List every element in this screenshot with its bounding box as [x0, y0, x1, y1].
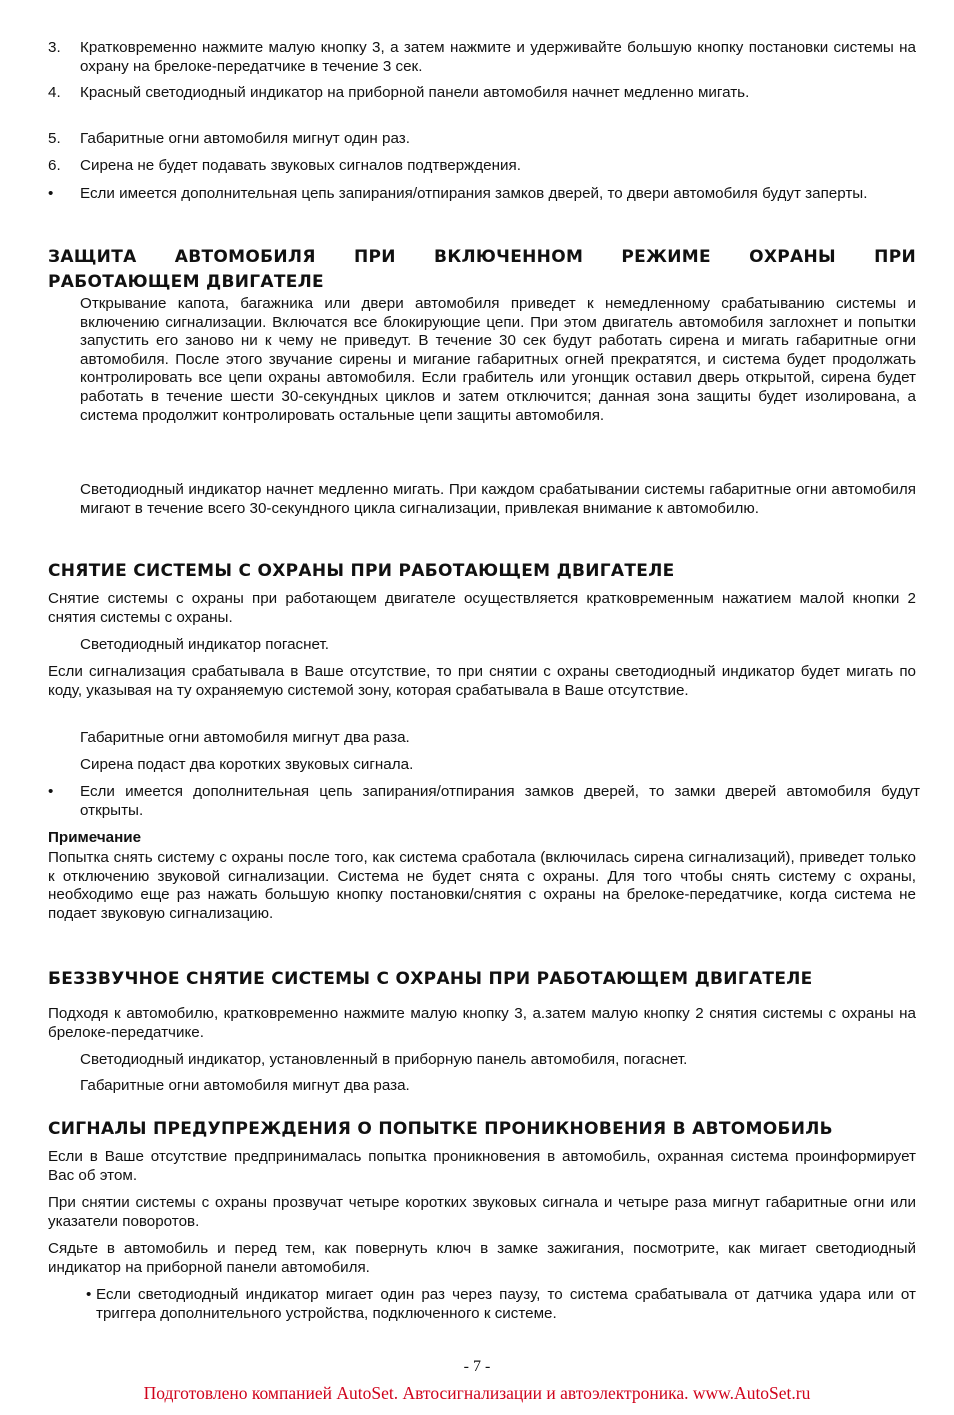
section-heading: БЕЗЗВУЧНОЕ СНЯТИЕ СИСТЕМЫ С ОХРАНЫ ПРИ РАБОТАЮЩЕМ ДВИГАТЕЛЕ — [48, 969, 813, 989]
section-heading: ЗАЩИТА АВТОМОБИЛЯ ПРИ ВКЛЮЧЕННОМ РЕЖИМЕ ОХРАНЫ ПРИ — [48, 247, 916, 267]
note-title: Примечание — [48, 829, 142, 846]
list-item: Если имеется дополнительная цепь запирания/отпирания замков дверей, то замки дверей автомобиля будут открыты. — [80, 783, 920, 819]
section-heading: СНЯТИЕ СИСТЕМЫ С ОХРАНЫ ПРИ РАБОТАЮЩЕМ ДВИГАТЕЛЕ — [48, 561, 675, 581]
footer — [0, 1384, 954, 1403]
list-item: Если светодиодный индикатор мигает один раз через паузу, то система срабатывала от датчика удара или от триггера дополнительного устройства, подключенного к системе. — [96, 1286, 916, 1322]
paragraph: Габаритные огни автомобиля мигнут два раза. — [80, 1077, 410, 1094]
page-number: - 7 - — [463, 1358, 491, 1375]
list-marker: 6. — [48, 157, 61, 174]
paragraph: Если в Ваше отсутствие предпринималась попытка проникновения в автомобиль, охранная система проинформирует Вас об этом. — [48, 1148, 916, 1184]
list-item: Если имеется дополнительная цепь запирания/отпирания замков дверей, то двери автомобиля будут заперты. — [80, 185, 868, 202]
list-marker: 3. — [48, 39, 61, 56]
footer-link[interactable]: www.AutoSet.ru — [692, 1383, 811, 1403]
paragraph: Открывание капота, багажника или двери автомобиля приведет к немедленному срабатыванию системы и включению сигнализации. Включатся все блокирующие цепи. При этом двигатель автомобиля заглохнет и попытки запустить его заново ни к чему не приведут. В течение 30 сек будут работать сирена и мигать габаритные огни автомобиля. После этого звучание сирены и мигание габаритных огней прекратятся, и система будет продолжать контролировать все цепи охраны автомобиля. Если грабитель или угонщик оставил дверь открытой, сирена будет работать в течение шести 30-секундных циклов и затем отключится; данная зона защиты будет изолирована, а система продолжит контролировать остальные цепи защиты автомобиля. — [80, 295, 916, 424]
section-heading: СИГНАЛЫ ПРЕДУПРЕЖДЕНИЯ О ПОПЫТКЕ ПРОНИКНОВЕНИЯ В АВТОМОБИЛЬ — [48, 1119, 833, 1139]
paragraph: При снятии системы с охраны прозвучат четыре коротких звуковых сигнала и четыре раза мигнут габаритные огни или указатели поворотов. — [48, 1194, 916, 1230]
note-text: Попытка снять систему с охраны после того, как система сработала (включилась сирена сигнализаций), приведет только к отключению звуковой сигнализации. Система не будет снята с охраны. Для того чтобы снять систему с охраны, необходимо еще раз нажать большую кнопку постановки/снятия с охраны на брелоке-передатчике, когда система не подает звуковую сигнализацию. — [48, 849, 916, 922]
bullet-marker: • — [48, 185, 54, 202]
list-item: Габаритные огни автомобиля мигнут один раз. — [80, 130, 410, 147]
paragraph: Габаритные огни автомобиля мигнут два раза. — [80, 729, 410, 746]
paragraph: Если сигнализация срабатывала в Ваше отсутствие, то при снятии с охраны светодиодный индикатор будет мигать по коду, указывая на ту охраняемую системой зону, которая срабатывала в Ваше отсутствие. — [48, 663, 916, 699]
paragraph: Сядьте в автомобиль и перед тем, как повернуть ключ в замке зажигания, посмотрите, как мигает светодиодный индикатор на приборной панели автомобиля. — [48, 1240, 916, 1276]
list-item: Кратковременно нажмите малую кнопку 3, а затем нажмите и удерживайте большую кнопку постановки системы на охрану на брелоке-передатчике в течение 3 сек. — [80, 39, 916, 75]
footer-text: Подготовлено компанией AutoSet. Автосигнализации и автоэлектроника. — [143, 1383, 693, 1403]
section-heading: РАБОТАЮЩЕМ ДВИГАТЕЛЕ — [48, 272, 324, 292]
bullet-marker: • — [86, 1286, 92, 1303]
paragraph: Подходя к автомобилю, кратковременно нажмите малую кнопку 3, а.затем малую кнопку 2 снятия системы с охраны на брелоке-передатчике. — [48, 1005, 916, 1041]
paragraph: Светодиодный индикатор начнет медленно мигать. При каждом срабатывании системы габаритные огни автомобиля мигают в течение всего 30-секундного цикла сигнализации, привлекая внимание к автомобилю. — [80, 481, 916, 517]
bullet-marker: • — [48, 783, 54, 800]
list-item: Сирена не будет подавать звуковых сигналов подтверждения. — [80, 157, 521, 174]
paragraph: Сирена подаст два коротких звуковых сигнала. — [80, 756, 414, 773]
list-item: Красный светодиодный индикатор на приборной панели автомобиля начнет медленно мигать. — [80, 84, 750, 101]
paragraph: Светодиодный индикатор погаснет. — [80, 636, 329, 653]
list-marker: 5. — [48, 130, 61, 147]
paragraph: Светодиодный индикатор, установленный в приборную панель автомобиля, погаснет. — [80, 1051, 688, 1068]
list-marker: 4. — [48, 84, 61, 101]
paragraph: Снятие системы с охраны при работающем двигателе осуществляется кратковременным нажатием малой кнопки 2 снятия системы с охраны. — [48, 590, 916, 626]
